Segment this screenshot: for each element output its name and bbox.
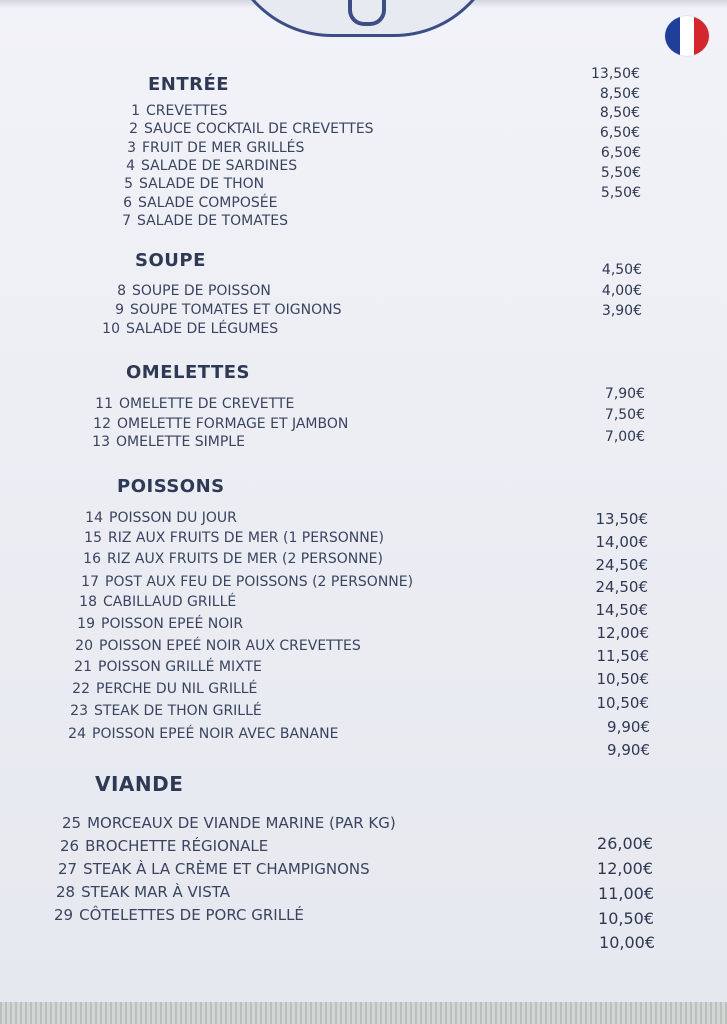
- menu-item: [108, 282, 271, 300]
- item-price: 7,90€: [604, 386, 645, 402]
- item-number: 12: [93, 416, 111, 432]
- item-price: 12,00€: [596, 624, 649, 642]
- item-price: 6,50€: [599, 125, 640, 141]
- item-number: 7: [122, 213, 131, 229]
- section-title-entree: ENTRÉE: [148, 74, 230, 95]
- item-number: 21: [74, 659, 92, 675]
- item-number: 15: [84, 530, 102, 546]
- menu-item: [54, 906, 304, 924]
- item-name: SAUCE COCKTAIL DE CREVETTES: [144, 121, 374, 137]
- item-price: 14,00€: [595, 533, 648, 551]
- menu-item: [84, 529, 384, 547]
- item-number: 22: [72, 681, 90, 697]
- menu-item: [56, 883, 230, 901]
- item-number: 18: [79, 594, 97, 610]
- item-name: STEAK MAR À VISTA: [81, 883, 231, 901]
- item-number: 17: [81, 574, 99, 590]
- item-number: 20: [75, 638, 93, 654]
- item-number: 3: [127, 140, 136, 156]
- menu-item: [77, 615, 243, 633]
- section-title-viande: VIANDE: [95, 772, 184, 796]
- item-price: 26,00€: [597, 834, 653, 853]
- menu-item: [58, 860, 370, 878]
- item-price: 9,90€: [607, 718, 650, 736]
- item-name: SALADE DE SARDINES: [141, 158, 298, 174]
- item-number: 10: [102, 321, 120, 337]
- menu-item: [92, 433, 245, 451]
- item-name: SALADE DE THON: [139, 176, 265, 192]
- item-price: 6,50€: [600, 145, 641, 161]
- item-name: SOUPE DE POISSON: [132, 283, 271, 299]
- menu-item: [79, 593, 236, 611]
- emblem-glyph-icon: [348, 0, 386, 26]
- item-name: POISSON DU JOUR: [109, 510, 237, 526]
- item-name: CABILLAUD GRILLÉ: [103, 594, 237, 610]
- item-price: 3,90€: [601, 303, 642, 319]
- item-number: 26: [60, 837, 80, 855]
- item-name: SALADE DE LÉGUMES: [126, 321, 279, 337]
- menu-item: [83, 550, 383, 568]
- item-price: 13,50€: [595, 510, 648, 528]
- item-number: 2: [129, 121, 138, 137]
- item-price: 5,50€: [600, 165, 641, 181]
- item-name: PERCHE DU NIL GRILLÉ: [96, 681, 258, 697]
- item-number: 5: [124, 176, 133, 192]
- item-name: MORCEAUX DE VIANDE MARINE (PAR KG): [87, 814, 396, 832]
- flag-red-band: [694, 16, 709, 56]
- item-name: POISSON EPEÉ NOIR AVEC BANANE: [92, 726, 339, 742]
- item-number: 16: [83, 551, 101, 567]
- menu-item: [115, 175, 264, 193]
- item-name: FRUIT DE MER GRILLÉS: [142, 140, 305, 156]
- flag-blue-band: [665, 16, 680, 56]
- item-price: 11,50€: [596, 647, 649, 665]
- menu-item: [113, 212, 288, 230]
- item-price: 11,00€: [598, 884, 654, 903]
- item-name: OMELETTE FORMAGE ET JAMBON: [117, 416, 349, 432]
- item-price: 24,50€: [595, 556, 648, 574]
- menu-item: [122, 102, 227, 120]
- item-name: POISSON EPEÉ NOIR: [101, 616, 244, 632]
- item-number: 19: [77, 616, 95, 632]
- item-number: 29: [54, 906, 74, 924]
- item-name: OMELETTE SIMPLE: [116, 434, 245, 450]
- menu-item: [85, 509, 237, 527]
- item-name: BROCHETTE RÉGIONALE: [85, 837, 269, 855]
- item-number: 25: [62, 814, 82, 832]
- item-price: 12,00€: [597, 859, 653, 878]
- menu-item: [117, 157, 297, 175]
- item-price: 10,00€: [599, 933, 655, 952]
- item-price: 7,50€: [604, 407, 645, 423]
- item-name: SALADE DE TOMATES: [137, 213, 288, 229]
- item-number: 13: [92, 434, 110, 450]
- item-name: POST AUX FEU DE POISSONS (2 PERSONNE): [105, 574, 414, 590]
- item-price: 24,50€: [595, 578, 648, 596]
- item-price: 4,00€: [601, 283, 642, 299]
- item-name: SALADE COMPOSÉE: [138, 195, 278, 211]
- section-title-poissons: POISSONS: [117, 476, 225, 497]
- emblem-logo: [225, 0, 501, 37]
- item-number: 1: [131, 103, 140, 119]
- item-name: CREVETTES: [146, 103, 228, 119]
- item-name: STEAK DE THON GRILLÉ: [94, 703, 262, 719]
- item-number: 27: [58, 860, 78, 878]
- section-title-soupe: SOUPE: [135, 250, 206, 271]
- item-name: RIZ AUX FRUITS DE MER (2 PERSONNE): [107, 551, 383, 567]
- menu-item: [60, 837, 268, 855]
- menu-item: [93, 415, 348, 433]
- menu-item: [62, 814, 396, 832]
- flag-white-band: [680, 16, 695, 56]
- item-number: 6: [123, 195, 132, 211]
- menu-item: [75, 637, 361, 655]
- item-price: 9,90€: [607, 741, 650, 759]
- item-name: STEAK À LA CRÈME ET CHAMPIGNONS: [83, 860, 370, 878]
- item-name: OMELETTE DE CREVETTE: [119, 396, 295, 412]
- item-name: RIZ AUX FRUITS DE MER (1 PERSONNE): [108, 530, 384, 546]
- menu-item: [106, 301, 341, 319]
- menu-item: [68, 725, 338, 743]
- item-price: 8,50€: [599, 86, 640, 102]
- item-price: 7,00€: [604, 429, 645, 445]
- item-number: 8: [117, 283, 126, 299]
- menu-item: [118, 139, 304, 157]
- item-price: 10,50€: [596, 694, 649, 712]
- item-price: 5,50€: [600, 185, 641, 201]
- item-name: CÔTELETTES DE PORC GRILLÉ: [79, 906, 304, 924]
- menu-item: [81, 573, 413, 591]
- menu-item: [95, 395, 294, 413]
- item-price: 8,50€: [599, 105, 640, 121]
- menu-item: [102, 320, 278, 338]
- menu-item: [114, 194, 277, 212]
- item-number: 23: [70, 703, 88, 719]
- item-number: 14: [85, 510, 103, 526]
- item-price: 10,50€: [598, 909, 654, 928]
- item-number: 4: [126, 158, 135, 174]
- item-number: 28: [56, 883, 76, 901]
- item-price: 4,50€: [601, 262, 642, 278]
- france-flag-icon[interactable]: [665, 16, 709, 56]
- menu-item: [72, 680, 257, 698]
- item-price: 13,50€: [591, 66, 640, 82]
- item-name: POISSON GRILLÉ MIXTE: [98, 659, 262, 675]
- menu-item: [120, 120, 374, 138]
- item-price: 14,50€: [595, 601, 648, 619]
- menu-item: [70, 702, 262, 720]
- section-title-omelettes: OMELETTES: [126, 362, 251, 383]
- item-name: SOUPE TOMATES ET OIGNONS: [130, 302, 342, 318]
- item-name: POISSON EPEÉ NOIR AUX CREVETTES: [99, 638, 361, 654]
- item-number: 9: [115, 302, 124, 318]
- menu-item: [74, 658, 262, 676]
- item-number: 11: [95, 396, 113, 412]
- sleeve-bottom-edge: [0, 1002, 727, 1024]
- item-number: 24: [68, 726, 86, 742]
- item-price: 10,50€: [596, 670, 649, 688]
